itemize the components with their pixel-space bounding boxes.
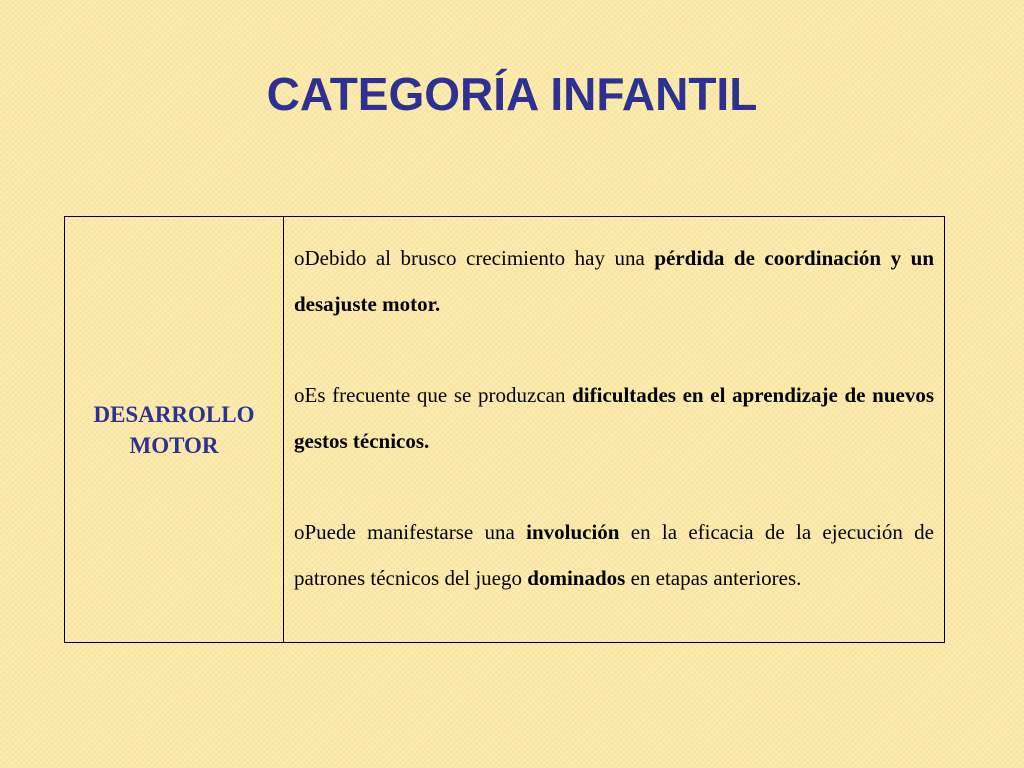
bullet-text: Es frecuente que se produzcan (304, 383, 573, 407)
content-table (64, 216, 945, 643)
bullet-item (294, 235, 934, 327)
description-cell (284, 217, 945, 643)
category-label-line-2: MOTOR (129, 432, 219, 458)
bullet-bold-text: dificultades en el aprendizaje de nuevos gestos técnicos. (294, 383, 934, 453)
bullet-marker: o (294, 246, 305, 270)
category-label-cell (65, 217, 284, 643)
bullet-marker: o (294, 520, 305, 544)
table-row (65, 217, 945, 643)
bullet-text: en la eficacia de la ejecución de patrones técnicos del juego (294, 520, 934, 590)
bullet-marker: o (294, 383, 305, 407)
slide-title: CATEGORÍA INFANTIL (266, 68, 758, 120)
category-label-line-1: DESARROLLO (93, 401, 255, 427)
bullet-text: en etapas anteriores. (625, 566, 802, 590)
bullet-item (294, 372, 934, 464)
bullet-bold-text: dominados (527, 566, 626, 590)
bullet-bold-text: pérdida de coordinación y un desajuste motor. (294, 246, 934, 316)
bullet-text: Debido al brusco crecimiento hay una (304, 246, 655, 270)
bullet-bold-text: involución (526, 520, 620, 544)
bullet-text: Puede manifestarse una (304, 520, 527, 544)
bullet-item (294, 509, 934, 601)
